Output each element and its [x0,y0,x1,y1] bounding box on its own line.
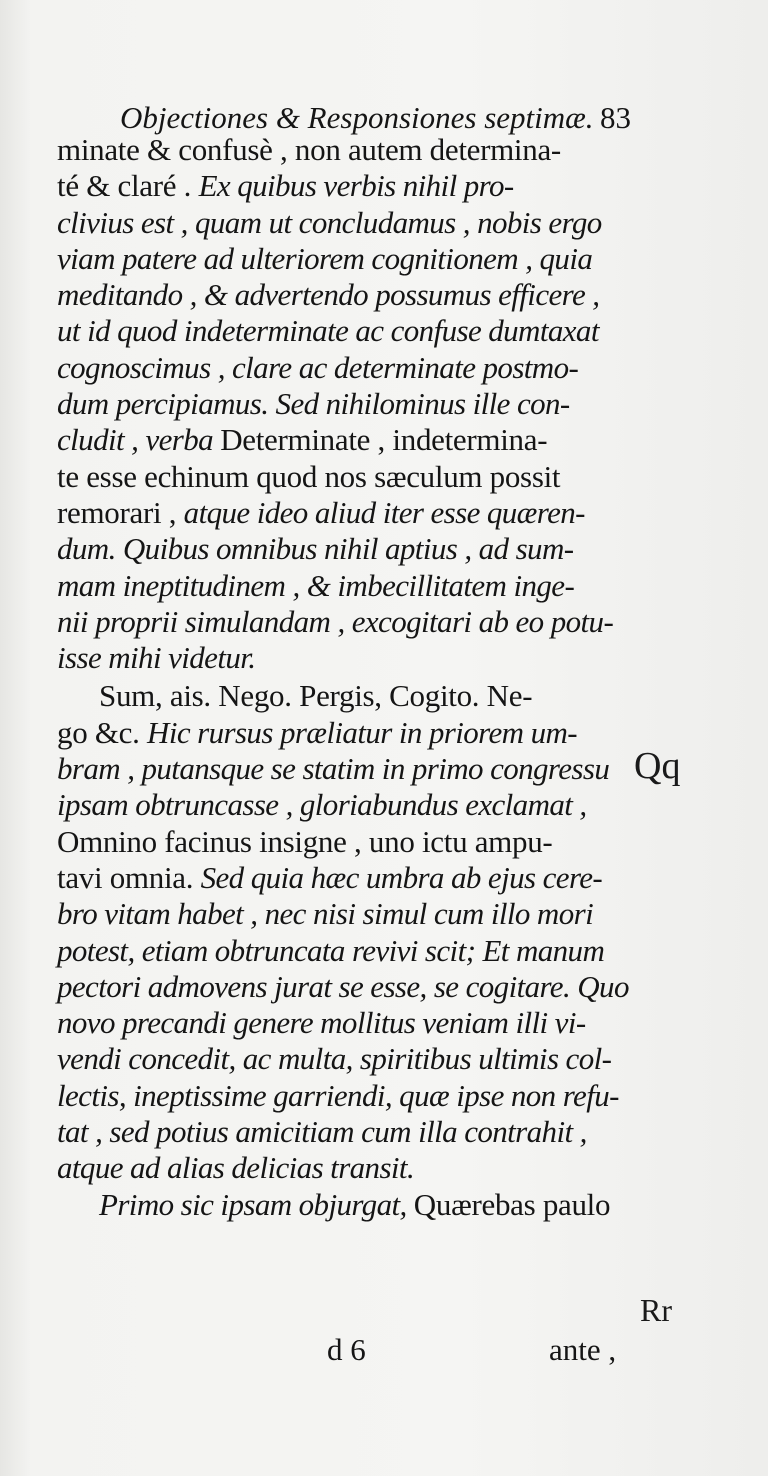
running-title: Objectiones & Responsiones septimæ. [120,100,594,135]
italic-text: cognoscimus , clare ac determinate postmo- [57,349,579,385]
roman-text: Determinate , indetermina- [220,422,548,458]
text-line [57,1150,637,1186]
text-line [57,241,637,277]
roman-text: te esse echinum quod nos sæculum possit [57,458,561,494]
catchword: ante , [549,1332,617,1367]
italic-text: nii proprii simulandam , excogitari ab eo potu- [57,603,614,639]
text-line [57,1005,637,1041]
italic-text: meditando , & advertendo possumus efficere , [57,277,600,313]
text-line [57,168,637,204]
italic-text: lectis, ineptissime garriendi, quæ ipse non refu- [57,1077,619,1113]
italic-text: atque ad alias delicias transit. [57,1150,415,1186]
roman-text: té & claré . [57,168,199,204]
italic-text: Sed quia hæc umbra ab ejus cere- [200,859,603,895]
margin-note-rr: Rr [640,1292,672,1328]
text-line [57,969,637,1005]
italic-text: Hic rursus præliatur in priorem um- [147,714,577,750]
roman-text: remorari , [57,494,184,530]
text-line [57,678,637,714]
text-line [57,132,637,168]
signature-mark: d 6 [327,1332,366,1367]
roman-text: Quærebas paulo [413,1186,611,1222]
italic-text: cludit , verba [57,422,221,458]
roman-text: go &c. [57,714,148,750]
text-line [57,933,637,969]
text-line [57,1041,637,1077]
italic-text: mam ineptitudinem , & imbecillitatem inge- [57,567,575,603]
italic-text: dum. Quibus omnibus nihil aptius , ad sum- [57,531,574,567]
italic-text: ut id quod indeterminate ac confuse dumtaxat [57,313,599,349]
text-line [57,896,637,932]
margin-note-qq: Qq [634,745,681,787]
roman-text: minate & confusè , non autem determina- [57,132,561,167]
text-line [57,313,637,349]
roman-text: tavi omnia. [57,859,201,895]
italic-text: clivius est , quam ut concludamus , nobis ergo [57,204,602,240]
italic-text: vendi concedit, ac multa, spiritibus ultimis col- [57,1041,612,1077]
italic-text: Ex quibus verbis nihil pro- [198,168,514,204]
italic-text: ipsam obtruncasse , gloriabundus exclamat , [57,787,587,823]
page-number: 83 [600,100,631,135]
text-line [57,640,637,676]
text-line [57,860,637,896]
italic-text: bram , putansque se statim in primo congressu [57,751,610,787]
text-line [57,205,637,241]
italic-text: viam patere ad ulteriorem cognitionem , quia [57,240,593,276]
text-line [57,604,637,640]
text-line [57,715,637,751]
roman-text: Sum, ais. Nego. Pergis, Cogito. Ne- [99,678,533,714]
text-line [57,787,637,823]
page-footer [57,1332,637,1372]
roman-text: Omnino facinus insigne , uno ictu ampu- [57,823,553,859]
text-line [57,495,637,531]
text-line [57,824,637,860]
text-line [57,350,637,386]
text-line [57,568,637,604]
italic-text: novo precandi genere mollitus veniam illi vi- [57,1005,586,1041]
italic-text: potest, etiam obtruncata revivi scit; Et manum [57,932,605,968]
text-line [57,459,637,495]
italic-text: Primo sic ipsam objurgat, [99,1186,414,1222]
text-line [57,1078,637,1114]
text-line [57,386,637,422]
italic-text: pectori admovens jurat se esse, se cogitare. Quo [57,968,629,1004]
italic-text: bro vitam habet , nec nisi simul cum illo mori [57,896,594,932]
text-line [57,277,637,313]
text-line [57,1187,637,1223]
text-line [57,751,637,787]
italic-text: dum percipiamus. Sed nihilominus ille con- [57,386,570,422]
text-line [57,1114,637,1150]
italic-text: tat , sed potius amicitiam cum illa contrahit , [57,1114,587,1150]
body-text [57,132,637,1223]
italic-text: isse mihi videtur. [57,640,256,676]
text-line [57,531,637,567]
text-line [57,422,637,458]
italic-text: atque ideo aliud iter esse quæren- [183,494,585,530]
